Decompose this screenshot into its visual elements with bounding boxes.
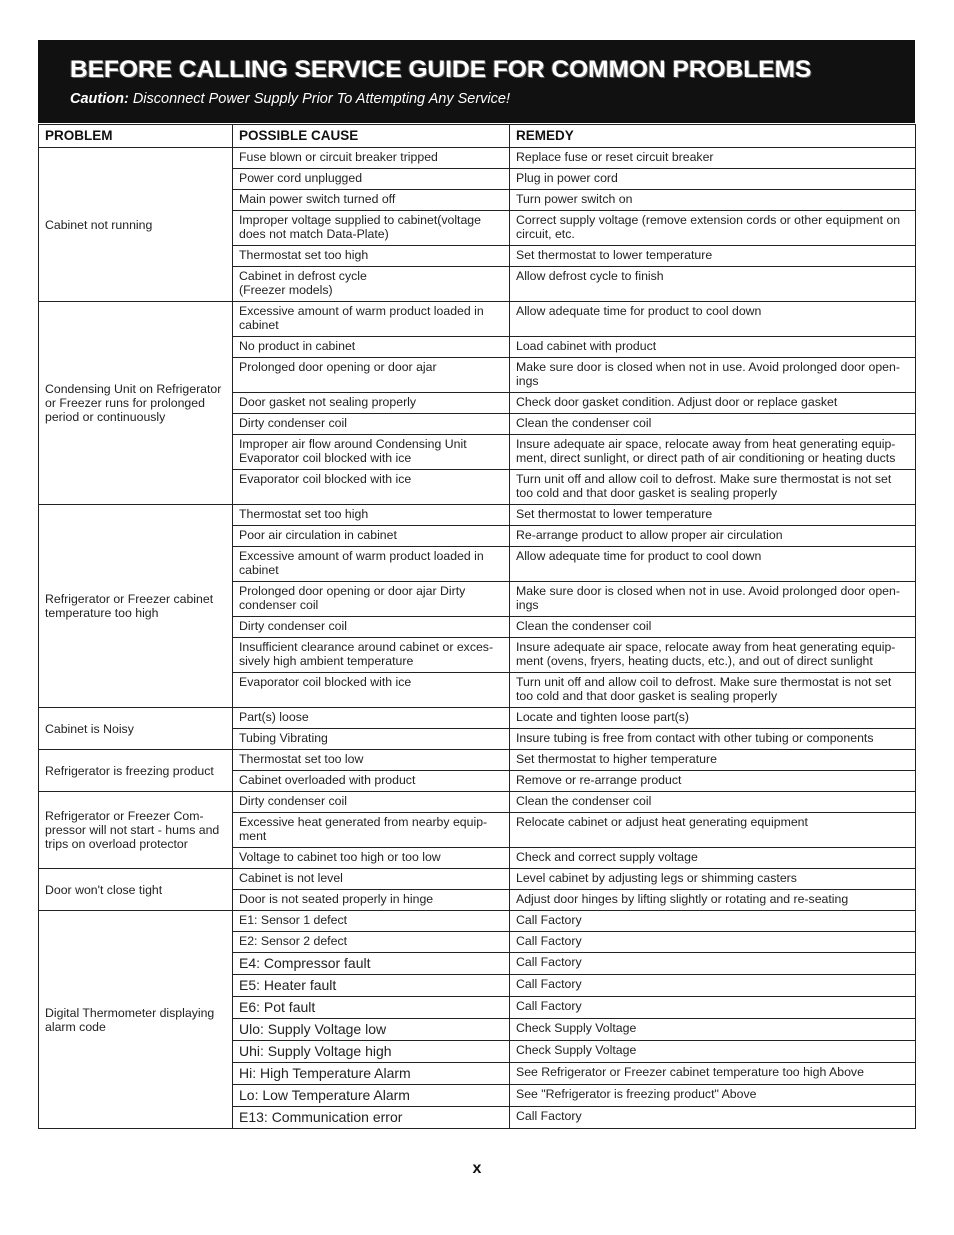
remedy-cell: Set thermostat to lower temperature	[510, 505, 916, 526]
cause-cell: Evaporator coil blocked with ice	[233, 470, 510, 505]
remedy-cell: Clean the condenser coil	[510, 617, 916, 638]
remedy-cell: Insure adequate air space, relocate away from heat generating equip-ment, direct sunlight, or direct path of air conditioning or heating ducts	[510, 435, 916, 470]
troubleshooting-table	[38, 124, 916, 1129]
table-row	[39, 750, 916, 771]
page-title: BEFORE CALLING SERVICE GUIDE FOR COMMON PROBLEMS	[70, 56, 812, 83]
cause-cell: Excessive amount of warm product loaded in cabinet	[233, 547, 510, 582]
problem-cell: Condensing Unit on Refrigerator or Freezer runs for prolonged period or continuously	[39, 302, 233, 505]
remedy-cell: See Refrigerator or Freezer cabinet temperature too high Above	[510, 1063, 916, 1085]
remedy-cell: Call Factory	[510, 953, 916, 975]
cause-cell: Lo: Low Temperature Alarm	[233, 1085, 510, 1107]
column-header-problem: PROBLEM	[39, 125, 233, 148]
remedy-cell: Insure adequate air space, relocate away from heat generating equip-ment (ovens, fryers, heating ducts, etc.), and out of direct sunlight	[510, 638, 916, 673]
table-body	[39, 148, 916, 1129]
cause-cell: Voltage to cabinet too high or too low	[233, 848, 510, 869]
remedy-cell: Clean the condenser coil	[510, 792, 916, 813]
remedy-cell: Allow defrost cycle to finish	[510, 267, 916, 302]
problem-cell: Cabinet is Noisy	[39, 708, 233, 750]
cause-cell: Power cord unplugged	[233, 169, 510, 190]
problem-cell: Refrigerator is freezing product	[39, 750, 233, 792]
cause-cell: No product in cabinet	[233, 337, 510, 358]
remedy-cell: Set thermostat to higher temperature	[510, 750, 916, 771]
remedy-cell: Locate and tighten loose part(s)	[510, 708, 916, 729]
cause-cell: Improper voltage supplied to cabinet(voltage does not match Data-Plate)	[233, 211, 510, 246]
cause-cell: Poor air circulation in cabinet	[233, 526, 510, 547]
caution-text: Disconnect Power Supply Prior To Attempting Any Service!	[128, 91, 510, 107]
cause-cell: Cabinet overloaded with product	[233, 771, 510, 792]
problem-cell: Door won't close tight	[39, 869, 233, 911]
remedy-cell: Check Supply Voltage	[510, 1019, 916, 1041]
page-number: x	[472, 1160, 482, 1177]
remedy-cell: Set thermostat to lower temperature	[510, 246, 916, 267]
cause-cell: Insufficient clearance around cabinet or exces-sively high ambient temperature	[233, 638, 510, 673]
table-row	[39, 148, 916, 169]
remedy-cell: Clean the condenser coil	[510, 414, 916, 435]
remedy-cell: Turn power switch on	[510, 190, 916, 211]
cause-cell: E13: Communication error	[233, 1107, 510, 1129]
table-header-row	[39, 125, 916, 148]
remedy-cell: Load cabinet with product	[510, 337, 916, 358]
remedy-cell: Relocate cabinet or adjust heat generating equipment	[510, 813, 916, 848]
column-header-remedy: REMEDY	[510, 125, 916, 148]
remedy-cell: Level cabinet by adjusting legs or shimming casters	[510, 869, 916, 890]
cause-cell: Hi: High Temperature Alarm	[233, 1063, 510, 1085]
cause-cell: E1: Sensor 1 defect	[233, 911, 510, 932]
table-row	[39, 792, 916, 813]
remedy-cell: Allow adequate time for product to cool down	[510, 547, 916, 582]
cause-cell: Thermostat set too high	[233, 246, 510, 267]
remedy-cell: Adjust door hinges by lifting slightly or rotating and re-seating	[510, 890, 916, 911]
remedy-cell: Allow adequate time for product to cool down	[510, 302, 916, 337]
cause-cell: Cabinet is not level	[233, 869, 510, 890]
cause-cell: Thermostat set too high	[233, 505, 510, 526]
cause-cell: Improper air flow around Condensing Unit Evaporator coil blocked with ice	[233, 435, 510, 470]
table-row	[39, 302, 916, 337]
remedy-cell: Plug in power cord	[510, 169, 916, 190]
remedy-cell: See "Refrigerator is freezing product" Above	[510, 1085, 916, 1107]
cause-cell: Fuse blown or circuit breaker tripped	[233, 148, 510, 169]
remedy-cell: Remove or re-arrange product	[510, 771, 916, 792]
cause-cell: Prolonged door opening or door ajar Dirty condenser coil	[233, 582, 510, 617]
column-header-cause: POSSIBLE CAUSE	[233, 125, 510, 148]
remedy-cell: Insure tubing is free from contact with other tubing or components	[510, 729, 916, 750]
cause-cell: Door gasket not sealing properly	[233, 393, 510, 414]
cause-cell: Excessive heat generated from nearby equip-ment	[233, 813, 510, 848]
cause-cell: E2: Sensor 2 defect	[233, 932, 510, 953]
remedy-cell: Check Supply Voltage	[510, 1041, 916, 1063]
cause-cell: Door is not seated properly in hinge	[233, 890, 510, 911]
cause-cell: Cabinet in defrost cycle (Freezer models)	[233, 267, 510, 302]
cause-cell: E4: Compressor fault	[233, 953, 510, 975]
remedy-cell: Call Factory	[510, 1107, 916, 1129]
cause-cell: Main power switch turned off	[233, 190, 510, 211]
remedy-cell: Make sure door is closed when not in use. Avoid prolonged door open-ings	[510, 358, 916, 393]
table-row	[39, 505, 916, 526]
problem-cell: Refrigerator or Freezer cabinet temperature too high	[39, 505, 233, 708]
remedy-cell: Call Factory	[510, 975, 916, 997]
cause-cell: E6: Pot fault	[233, 997, 510, 1019]
remedy-cell: Replace fuse or reset circuit breaker	[510, 148, 916, 169]
caution-label: Caution:	[70, 91, 129, 107]
remedy-cell: Check and correct supply voltage	[510, 848, 916, 869]
cause-cell: Dirty condenser coil	[233, 792, 510, 813]
cause-cell: Prolonged door opening or door ajar	[233, 358, 510, 393]
cause-cell: Dirty condenser coil	[233, 414, 510, 435]
remedy-cell: Turn unit off and allow coil to defrost. Make sure thermostat is not set too cold and that door gasket is sealing properly	[510, 673, 916, 708]
remedy-cell: Make sure door is closed when not in use. Avoid prolonged door open-ings	[510, 582, 916, 617]
cause-cell: Uhi: Supply Voltage high	[233, 1041, 510, 1063]
cause-cell: Thermostat set too low	[233, 750, 510, 771]
remedy-cell: Turn unit off and allow coil to defrost. Make sure thermostat is not set too cold and that door gasket is sealing properly	[510, 470, 916, 505]
table-row	[39, 708, 916, 729]
table-row	[39, 911, 916, 932]
cause-cell: Part(s) loose	[233, 708, 510, 729]
remedy-cell: Call Factory	[510, 911, 916, 932]
cause-cell: E5: Heater fault	[233, 975, 510, 997]
remedy-cell: Correct supply voltage (remove extension cords or other equipment on circuit, etc.	[510, 211, 916, 246]
page-header	[38, 40, 915, 123]
table-row	[39, 869, 916, 890]
remedy-cell: Check door gasket condition. Adjust door or replace gasket	[510, 393, 916, 414]
remedy-cell: Call Factory	[510, 932, 916, 953]
problem-cell: Cabinet not running	[39, 148, 233, 302]
cause-cell: Excessive amount of warm product loaded in cabinet	[233, 302, 510, 337]
remedy-cell: Call Factory	[510, 997, 916, 1019]
cause-cell: Tubing Vibrating	[233, 729, 510, 750]
remedy-cell: Re-arrange product to allow proper air circulation	[510, 526, 916, 547]
cause-cell: Dirty condenser coil	[233, 617, 510, 638]
problem-cell: Digital Thermometer displaying alarm code	[39, 911, 233, 1129]
caution-note	[70, 91, 915, 107]
cause-cell: Evaporator coil blocked with ice	[233, 673, 510, 708]
problem-cell: Refrigerator or Freezer Com-pressor will not start - hums and trips on overload protector	[39, 792, 233, 869]
cause-cell: Ulo: Supply Voltage low	[233, 1019, 510, 1041]
